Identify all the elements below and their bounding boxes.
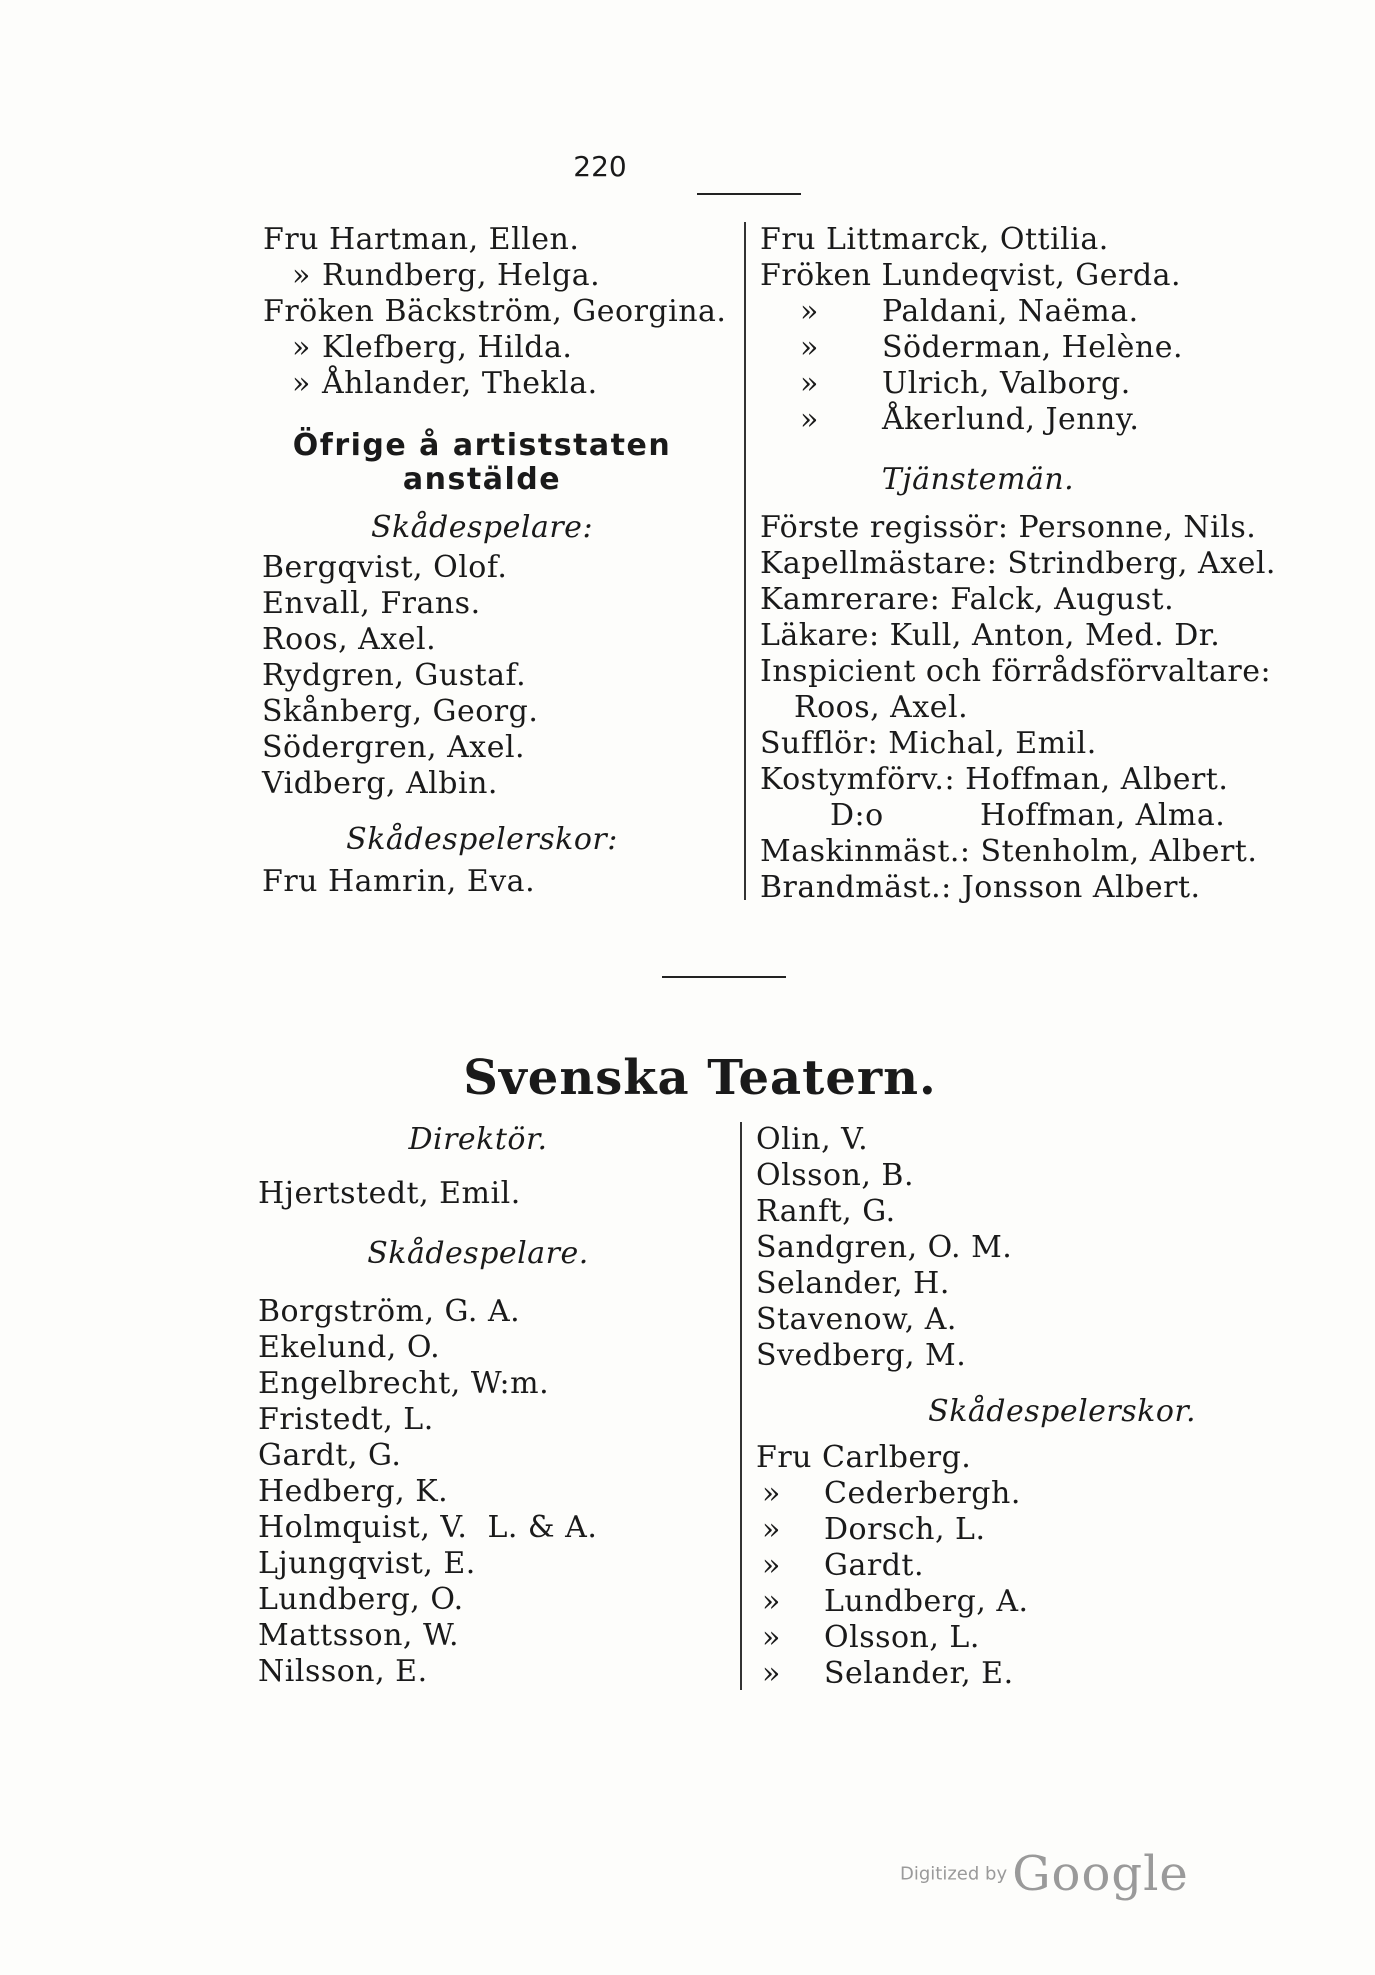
list-item [760,258,1181,294]
entry-text: Åhlander, Thekla. [322,366,598,401]
actor-entry: Sandgren, O. M. [756,1230,1013,1265]
entry-text: Cederbergh. [824,1476,1021,1511]
entry-text: Olsson, L. [824,1620,980,1655]
official-entry: Sufflör: Michal, Emil. [760,726,1097,761]
list-item [762,1656,1014,1692]
actor-entry: Selander, H. [756,1266,950,1301]
ditto-label: D:o [830,798,884,833]
official-entry: Maskinmäst.: Stenholm, Albert. [760,834,1258,869]
actor-entry: Hedberg, K. [258,1474,449,1509]
actor-entry: Olin, V. [756,1122,869,1157]
actor-entry: Svedberg, M. [756,1338,967,1373]
list-item [292,258,600,294]
list-item [762,1512,986,1548]
ditto-mark: » [800,330,819,365]
actor-entry: Envall, Frans. [262,586,481,621]
list-item [800,294,1139,330]
actor-entry: Roos, Axel. [262,622,437,657]
actress-entry: Fru Hamrin, Eva. [262,864,536,899]
list-item [762,1584,1029,1620]
list-item [800,366,1131,402]
list-item [800,402,1139,438]
entry-text: Gardt. [824,1548,924,1583]
entry-text: Klefberg, Hilda. [322,330,573,365]
list-item [292,366,598,402]
official-entry: Kapellmästare: Strindberg, Axel. [760,546,1276,581]
actor-entry: Mattsson, W. [258,1618,460,1653]
ditto-mark: » [292,330,311,365]
official-entry: Kostymförv.: Hoffman, Albert. [760,762,1229,797]
theatre-title: Svenska Teatern. [463,1050,937,1106]
official-entry: Brandmäst.: Jonsson Albert. [760,870,1201,905]
actresses-heading: Skådespelerskor: [346,822,618,857]
entry-text: Fru Littmarck, Ottilia. [760,222,1109,257]
ditto-mark: » [762,1548,781,1583]
list-item [762,1620,980,1656]
official-entry: Inspicient och förrådsförvaltare: [760,654,1272,689]
actor-entry: Vidberg, Albin. [262,766,498,801]
section-heading: Öfrige å artiststaten [292,428,672,463]
watermark-prefix: Digitized by [900,1863,1008,1885]
watermark-brand: Google [1012,1846,1189,1902]
entry-text: Fru Carlberg. [756,1440,972,1475]
actor-entry: Gardt, G. [258,1438,402,1473]
actresses-heading: Skådespelerskor. [928,1394,1196,1429]
header-rule [697,193,801,195]
entry-text: Rundberg, Helga. [322,258,601,293]
section-separator [662,976,786,978]
official-entry: Förste regissör: Personne, Nils. [760,510,1257,545]
entry-text: Selander, E. [824,1656,1014,1691]
actor-entry: Holmquist, V. L. & A. [258,1510,598,1545]
officials-heading: Tjänstemän. [881,462,1075,497]
entry-text: Ulrich, Valborg. [882,366,1131,401]
entry-text: Lundberg, A. [824,1584,1029,1619]
ditto-mark: » [800,366,819,401]
actor-entry: Ljungqvist, E. [258,1546,476,1581]
actor-entry: Engelbrecht, W:m. [258,1366,550,1401]
ditto-mark: » [800,294,819,329]
entry-text: Åkerlund, Jenny. [882,402,1140,437]
actor-entry: Lundberg, O. [258,1582,464,1617]
actor-entry: Fristedt, L. [258,1402,434,1437]
list-item [760,222,1109,258]
ditto-mark: » [762,1656,781,1691]
actors-heading: Skådespelare. [367,1236,589,1271]
ditto-mark: » [762,1512,781,1547]
list-item [263,294,726,330]
entry-text: Fröken Bäckström, Georgina. [263,294,727,329]
ditto-mark: » [800,402,819,437]
ditto-mark: » [292,366,311,401]
entry-text: Paldani, Naëma. [882,294,1139,329]
actor-entry: Ranft, G. [756,1194,896,1229]
digitized-watermark [900,1846,1189,1902]
official-entry: Roos, Axel. [794,690,969,725]
actor-entry: Skånberg, Georg. [262,694,539,729]
list-item [263,222,579,258]
entry-text: Fru Hartman, Ellen. [263,222,580,257]
actor-entry: Bergqvist, Olof. [262,550,508,585]
actor-entry: Rydgren, Gustaf. [262,658,527,693]
list-item [762,1548,924,1584]
section-heading-continued: anstälde [402,462,562,497]
ditto-mark: » [762,1584,781,1619]
list-item [756,1440,971,1476]
entry-text: Fröken Lundeqvist, Gerda. [760,258,1181,293]
director-entry: Hjertstedt, Emil. [258,1176,521,1211]
list-item [292,330,572,366]
actor-entry: Ekelund, O. [258,1330,441,1365]
actor-entry: Olsson, B. [756,1158,915,1193]
ditto-mark: » [762,1620,781,1655]
official-entry: Kamrerare: Falck, August. [760,582,1175,617]
ditto-mark: » [762,1476,781,1511]
list-item [800,330,1183,366]
actor-entry: Södergren, Axel. [262,730,526,765]
page-number: 220 [573,150,627,183]
director-heading: Direktör. [408,1122,548,1157]
actor-entry: Borgström, G. A. [258,1294,521,1329]
actor-entry: Stavenow, A. [756,1302,957,1337]
entry-text: Söderman, Helène. [882,330,1184,365]
ditto-mark: » [292,258,311,293]
official-entry: Läkare: Kull, Anton, Med. Dr. [760,618,1221,653]
list-item [762,1476,1021,1512]
actor-entry: Nilsson, E. [258,1654,428,1689]
actors-heading: Skådespelare: [370,510,594,545]
lower-column-divider [740,1122,742,1690]
upper-column-divider [744,222,746,900]
official-entry: Hoffman, Alma. [980,798,1226,833]
entry-text: Dorsch, L. [824,1512,986,1547]
